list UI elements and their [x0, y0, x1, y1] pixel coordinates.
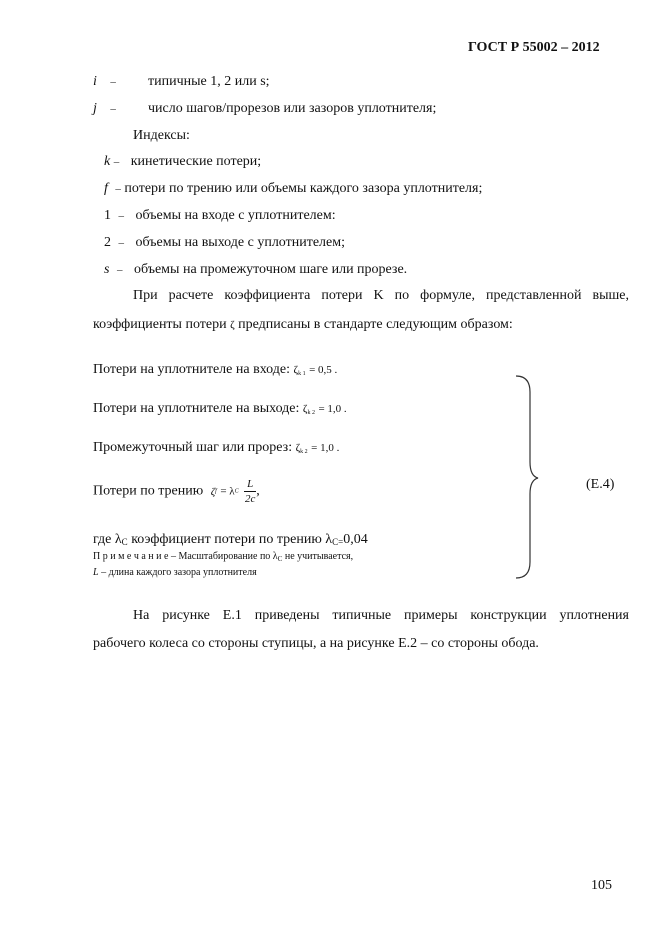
note-symbol: L: [93, 567, 99, 578]
equation-equals-lambda: = λ: [220, 485, 235, 498]
where-line: [93, 532, 368, 548]
index-text: объемы на промежуточном шаге или прорезе.: [133, 262, 408, 277]
index-dash: –: [113, 156, 120, 168]
index-text: кинетические потери;: [130, 154, 262, 169]
def-symbol: i: [93, 74, 97, 89]
where-text: где λ: [93, 532, 122, 547]
index-dash: –: [118, 210, 124, 222]
index-row-2: [104, 235, 345, 251]
indices-title: Индексы:: [133, 128, 190, 143]
paragraph-1-line-1: При расчете коэффициента потери K по формуле, представленной выше,: [133, 288, 629, 303]
def-dash: –: [110, 103, 116, 115]
index-text: объемы на входе с уплотнителем:: [135, 208, 336, 223]
lambda-subscript: C: [234, 488, 239, 495]
lambda-subscript: C=: [332, 537, 344, 547]
note-text: не учитывается,: [282, 551, 354, 562]
equation-symbol: ζ: [302, 403, 308, 415]
note-text: П р и м е ч а н и е – Масштабирование по λ: [93, 551, 278, 562]
def-text: число шагов/прорезов или зазоров уплотнителя;: [148, 101, 437, 116]
index-symbol: f: [104, 181, 108, 196]
def-dash: –: [110, 76, 116, 88]
equation-subscript: k 2: [300, 449, 308, 455]
paragraph-2-line-1: На рисунке Е.1 приведены типичные примеры конструкции уплотнения: [133, 608, 629, 623]
index-symbol: 1: [104, 208, 111, 223]
equation-inlet: [93, 362, 337, 378]
index-row-s: [104, 262, 407, 278]
equation-subscript: k 1: [298, 371, 306, 377]
def-text: типичные 1, 2 или s;: [148, 74, 270, 89]
fraction: [244, 478, 256, 505]
equation-subscript: k 2: [307, 410, 315, 416]
equation-symbol: ζ: [210, 485, 216, 498]
def-symbol: j: [93, 101, 97, 116]
index-dash: –: [116, 264, 123, 276]
zeta-symbol: ζ: [230, 319, 235, 331]
paragraph-2-line-2: рабочего колеса со стороны ступицы, а на рисунке Е.2 – со стороны обода.: [93, 636, 539, 651]
note-text: – длина каждого зазора уплотнителя: [98, 567, 257, 578]
paragraph-text: предписаны в стандарте следующим образом:: [238, 317, 513, 332]
equation-symbol: ζ: [295, 442, 301, 454]
equation-label: Потери на уплотнителе на входе:: [93, 362, 290, 377]
where-text: коэффициент потери по трению λ: [127, 532, 333, 547]
equation-subscript: f: [215, 488, 217, 495]
paragraph-text: коэффициенты потери: [93, 317, 227, 332]
lambda-subscript: C: [121, 537, 128, 547]
page-number: 105: [591, 878, 612, 893]
index-text: объемы на выходе с уплотнителем;: [135, 235, 346, 250]
index-dash: –: [118, 237, 124, 249]
fraction-denominator: 2c: [245, 493, 256, 505]
note-line-2: [93, 567, 257, 578]
equation-intermediate: [93, 440, 339, 456]
index-row-1: [104, 208, 336, 224]
def-row-j: [93, 101, 116, 117]
equation-label: Потери по трению: [93, 483, 204, 499]
equation-label: Потери на уплотнителе на выходе:: [93, 401, 300, 416]
equation-number: (Е.4): [586, 477, 615, 492]
curly-brace: [512, 372, 542, 582]
def-row-i: [93, 74, 116, 90]
index-text: потери по трению или объемы каждого зазора уплотнителя;: [124, 181, 483, 196]
lambda-subscript: C: [277, 555, 283, 563]
note-line: [93, 551, 353, 563]
equation-label: Промежуточный шаг или прорез:: [93, 440, 293, 455]
equation-outlet: [93, 401, 347, 417]
index-dash: –: [115, 183, 121, 195]
paragraph-1-line-2: [93, 317, 513, 333]
equation-symbol: ζ: [293, 364, 299, 376]
equation-comma: ,: [256, 483, 260, 499]
document-header: ГОСТ Р 55002 – 2012: [468, 40, 600, 55]
equation-value: = 1,0 .: [311, 442, 340, 454]
index-row-f: [104, 181, 482, 197]
index-symbol: 2: [104, 235, 111, 250]
index-symbol: k: [104, 154, 111, 169]
index-symbol: s: [104, 262, 110, 277]
equation-friction: [93, 478, 260, 505]
index-row-k: [104, 154, 261, 170]
fraction-numerator: L: [244, 478, 256, 492]
equation-value: = 0,5 .: [309, 364, 338, 376]
where-value: 0,04: [343, 532, 368, 547]
equation-value: = 1,0 .: [318, 403, 347, 415]
